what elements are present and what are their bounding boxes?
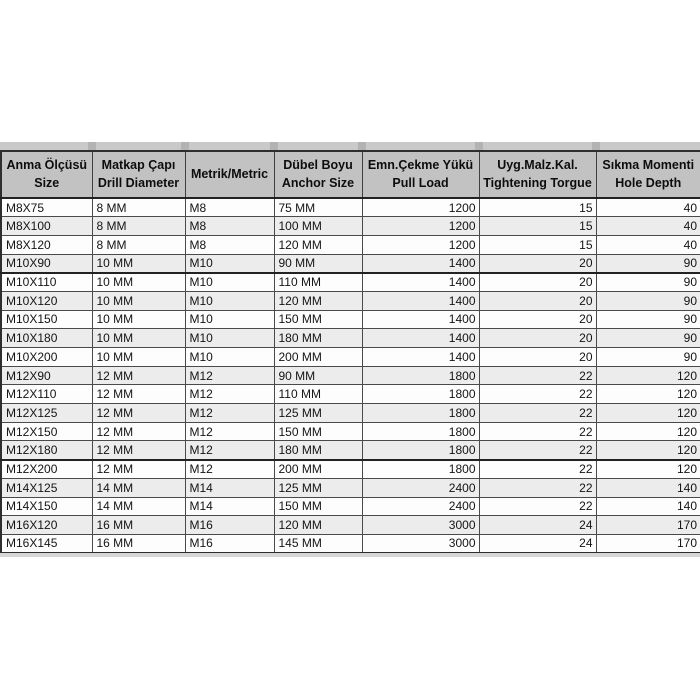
table-cell-size: M12X200 [1,460,92,479]
header-line1: Anma Ölçüsü [6,158,88,172]
table-row [1,273,700,292]
table-cell-torque: 20 [479,348,596,367]
table-cell-anchor: 110 MM [274,385,362,404]
table-cell-size: M10X90 [1,254,92,273]
table-cell-pull: 1400 [362,273,479,292]
table-cell-anchor: 120 MM [274,516,362,535]
table-cell-drill: 8 MM [92,198,185,217]
table-cell-depth: 40 [596,198,700,217]
table-cell-anchor: 200 MM [274,460,362,479]
column-header-depth [596,151,700,198]
table-cell-size: M14X125 [1,478,92,497]
table-cell-depth: 120 [596,422,700,441]
table-cell-size: M10X200 [1,348,92,367]
table-cell-depth: 120 [596,385,700,404]
table-cell-drill: 12 MM [92,385,185,404]
table-cell-metric: M16 [185,534,274,553]
table-row [1,329,700,348]
table-cell-metric: M8 [185,198,274,217]
table-cell-anchor: 180 MM [274,441,362,460]
table-cell-drill: 16 MM [92,516,185,535]
table-cell-pull: 1800 [362,460,479,479]
header-row [1,151,700,198]
table-cell-depth: 120 [596,404,700,423]
table-cell-drill: 8 MM [92,235,185,254]
table-cell-depth: 120 [596,441,700,460]
table-cell-torque: 22 [479,478,596,497]
table-cell-drill: 16 MM [92,534,185,553]
table-cell-size: M12X180 [1,441,92,460]
table-row [1,441,700,460]
table-cell-pull: 1800 [362,404,479,423]
table-cell-metric: M12 [185,404,274,423]
table-cell-drill: 10 MM [92,273,185,292]
table-cell-anchor: 110 MM [274,273,362,292]
table-cell-pull: 1800 [362,422,479,441]
table-row [1,422,700,441]
table-cell-metric: M16 [185,516,274,535]
table-cell-metric: M12 [185,460,274,479]
table-cell-pull: 1800 [362,385,479,404]
table-cell-metric: M12 [185,441,274,460]
table-cell-torque: 22 [479,441,596,460]
table-cell-anchor: 120 MM [274,291,362,310]
column-header-pull [362,151,479,198]
scan-edge-strip-top [0,142,700,150]
header-line2: Tightening Torgue [483,175,592,190]
table-cell-depth: 170 [596,534,700,553]
table-cell-pull: 1200 [362,198,479,217]
table-cell-depth: 140 [596,497,700,516]
table-cell-torque: 22 [479,460,596,479]
table-cell-drill: 10 MM [92,291,185,310]
table-cell-metric: M14 [185,478,274,497]
table-cell-pull: 1400 [362,348,479,367]
table-row [1,198,700,217]
header-line1: Sıkma Momenti [602,158,695,172]
table-cell-pull: 1400 [362,329,479,348]
table-cell-metric: M10 [185,348,274,367]
table-row [1,385,700,404]
table-cell-torque: 20 [479,310,596,329]
column-header-anchor [274,151,362,198]
table-cell-torque: 24 [479,516,596,535]
table-cell-depth: 90 [596,254,700,273]
table-cell-depth: 90 [596,273,700,292]
table-cell-anchor: 120 MM [274,235,362,254]
table-cell-torque: 22 [479,497,596,516]
table-cell-drill: 10 MM [92,254,185,273]
table-cell-depth: 90 [596,291,700,310]
scan-edge-strip-bottom [0,553,700,557]
table-cell-depth: 120 [596,460,700,479]
table-cell-size: M16X145 [1,534,92,553]
table-cell-torque: 24 [479,534,596,553]
column-header-drill [92,151,185,198]
table-cell-size: M12X150 [1,422,92,441]
table-cell-depth: 170 [596,516,700,535]
table-cell-pull: 2400 [362,478,479,497]
header-line1: Uyg.Malz.Kal. [497,158,578,172]
table-cell-torque: 20 [479,329,596,348]
table-cell-drill: 8 MM [92,217,185,236]
table-cell-size: M14X150 [1,497,92,516]
table-cell-anchor: 90 MM [274,254,362,273]
table-cell-pull: 1400 [362,291,479,310]
table-cell-anchor: 90 MM [274,366,362,385]
header-line2: Pull Load [392,175,449,190]
table-cell-torque: 22 [479,366,596,385]
table-cell-anchor: 125 MM [274,404,362,423]
table-row [1,478,700,497]
table-row [1,254,700,273]
table-cell-pull: 2400 [362,497,479,516]
table-cell-drill: 10 MM [92,329,185,348]
table-cell-metric: M12 [185,385,274,404]
table-cell-pull: 3000 [362,534,479,553]
table-cell-size: M12X110 [1,385,92,404]
table-cell-pull: 1200 [362,217,479,236]
table-cell-drill: 12 MM [92,366,185,385]
header-line1: Dübel Boyu [283,158,353,172]
table-cell-metric: M10 [185,329,274,348]
table-cell-anchor: 75 MM [274,198,362,217]
anchor-spec-table [0,150,700,554]
table-cell-pull: 1200 [362,235,479,254]
table-cell-anchor: 150 MM [274,422,362,441]
column-header-size [1,151,92,198]
table-cell-size: M10X150 [1,310,92,329]
table-cell-torque: 22 [479,385,596,404]
table-cell-drill: 12 MM [92,460,185,479]
table-cell-depth: 40 [596,235,700,254]
table-cell-anchor: 125 MM [274,478,362,497]
table-cell-anchor: 200 MM [274,348,362,367]
table-cell-depth: 90 [596,310,700,329]
table-cell-metric: M12 [185,366,274,385]
table-cell-anchor: 180 MM [274,329,362,348]
table-cell-anchor: 150 MM [274,497,362,516]
table-row [1,235,700,254]
header-line1: Emn.Çekme Yükü [367,158,474,172]
table-body [1,198,700,553]
table-row [1,497,700,516]
table-cell-metric: M10 [185,273,274,292]
header-line2: Anchor Size [281,175,355,190]
table-cell-torque: 22 [479,422,596,441]
table-cell-drill: 14 MM [92,497,185,516]
header-line1: Metrik/Metric [190,166,269,181]
table-cell-depth: 40 [596,217,700,236]
table-cell-pull: 1800 [362,441,479,460]
table-cell-drill: 10 MM [92,310,185,329]
table-cell-size: M12X125 [1,404,92,423]
table-cell-metric: M10 [185,291,274,310]
table-cell-torque: 15 [479,235,596,254]
table-cell-anchor: 100 MM [274,217,362,236]
table-cell-drill: 12 MM [92,404,185,423]
table-cell-pull: 1400 [362,254,479,273]
column-header-metric [185,151,274,198]
table-cell-torque: 20 [479,254,596,273]
table-cell-size: M8X120 [1,235,92,254]
table-cell-depth: 140 [596,478,700,497]
header-line1: Matkap Çapı [101,158,176,172]
table-row [1,460,700,479]
table-cell-drill: 12 MM [92,422,185,441]
table-cell-torque: 20 [479,291,596,310]
table-row [1,366,700,385]
header-line2: Hole Depth [615,175,682,190]
table-cell-depth: 90 [596,329,700,348]
table-row [1,534,700,553]
header-line2: Size [34,175,60,190]
table-cell-drill: 12 MM [92,441,185,460]
table-cell-metric: M14 [185,497,274,516]
table-cell-size: M10X120 [1,291,92,310]
table-row [1,404,700,423]
table-cell-drill: 14 MM [92,478,185,497]
table-cell-torque: 22 [479,404,596,423]
table-cell-metric: M8 [185,235,274,254]
table-row [1,291,700,310]
table-cell-metric: M10 [185,310,274,329]
table-cell-pull: 1800 [362,366,479,385]
table-cell-anchor: 145 MM [274,534,362,553]
table-cell-size: M10X180 [1,329,92,348]
table-cell-metric: M12 [185,422,274,441]
table-cell-metric: M10 [185,254,274,273]
table-cell-torque: 15 [479,217,596,236]
table-row [1,217,700,236]
table-cell-depth: 120 [596,366,700,385]
table-row [1,516,700,535]
table-cell-drill: 10 MM [92,348,185,367]
table-cell-size: M8X75 [1,198,92,217]
table-cell-size: M16X120 [1,516,92,535]
table-cell-size: M12X90 [1,366,92,385]
table-cell-torque: 20 [479,273,596,292]
table-cell-metric: M8 [185,217,274,236]
column-header-torque [479,151,596,198]
table-cell-size: M8X100 [1,217,92,236]
table-row [1,310,700,329]
table-cell-pull: 3000 [362,516,479,535]
table-row [1,348,700,367]
header-line2: Drill Diameter [97,175,180,190]
table-cell-depth: 90 [596,348,700,367]
table-cell-size: M10X110 [1,273,92,292]
table-cell-torque: 15 [479,198,596,217]
table-cell-anchor: 150 MM [274,310,362,329]
table-cell-pull: 1400 [362,310,479,329]
